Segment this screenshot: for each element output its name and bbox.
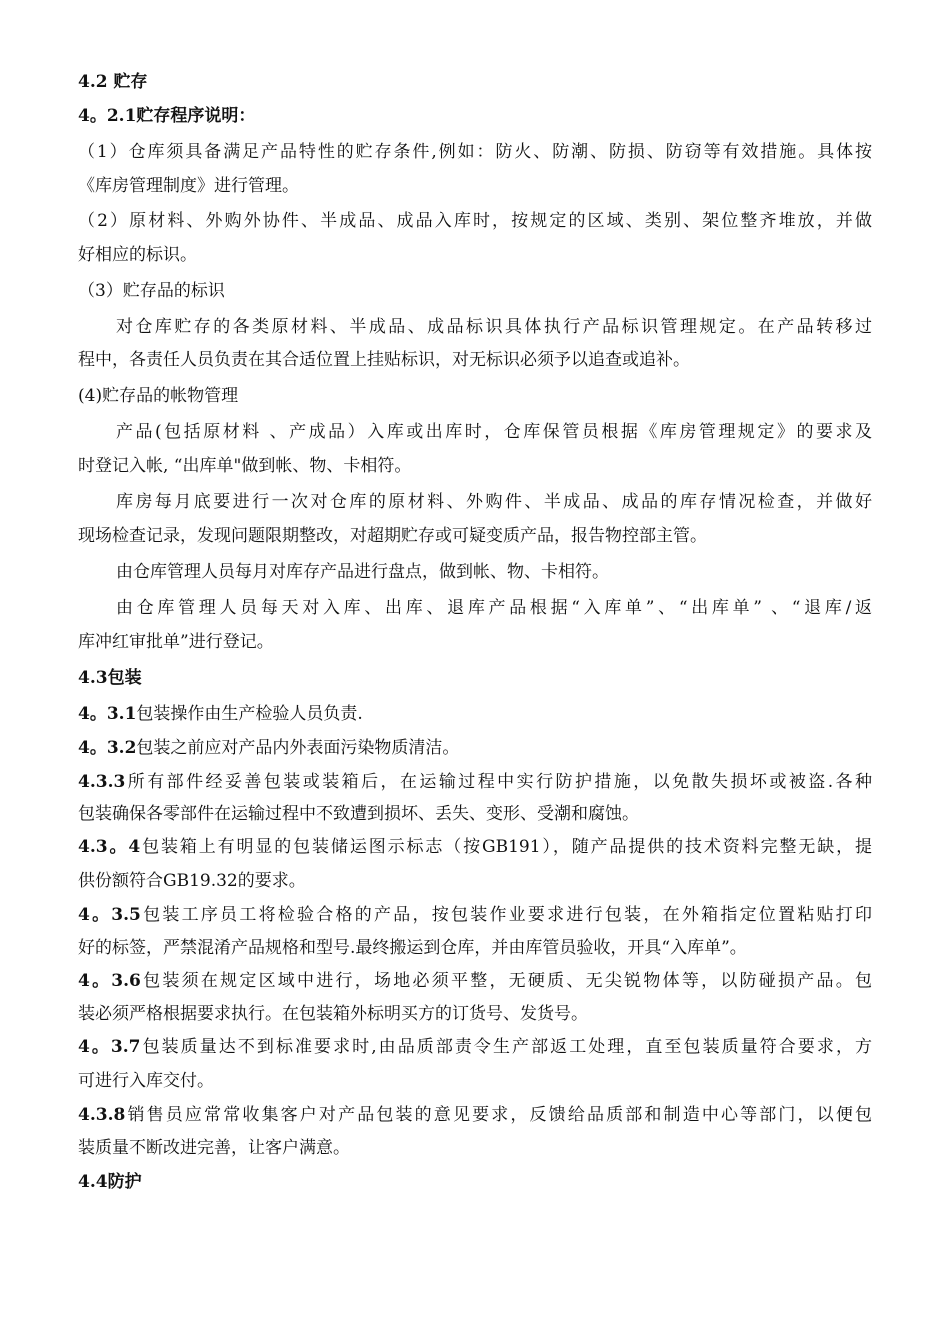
heading-4-2: 4.2 贮存 xyxy=(78,72,148,92)
heading-4-2-1: 4。2.1贮存程序说明： xyxy=(78,106,256,126)
item-text: 销售员应常常收集客户对产品包装的意见要求，反馈给品质部和制造中心等部门，以便包 xyxy=(125,1105,872,1125)
para-2-line-1: （2）原材料、外购外协件、半成品、成品入库时，按规定的区域、类别、架位整齐堆放，并做 xyxy=(78,211,872,231)
item-text: 所有部件经妥善包装或装箱后，在运输过程中实行防护措施，以免散失损坏或被盗.各种 xyxy=(125,772,872,792)
item-4-3-7 xyxy=(78,1037,872,1057)
para-3-line-2: 程中，各责任人员负责在其合适位置上挂贴标识，对无标识必须予以追查或追补。 xyxy=(78,350,690,370)
item-number: 4。3.1 xyxy=(78,704,137,724)
para-5-line-2: 现场检查记录，发现问题限期整改，对超期贮存或可疑变质产品，报告物控部主管。 xyxy=(78,526,707,546)
item-text: 包装之前应对产品内外表面污染物质清洁。 xyxy=(136,738,460,758)
para-2-line-2: 好相应的标识。 xyxy=(78,245,197,265)
heading-4-4: 4.4防护 xyxy=(78,1172,142,1192)
item-number: 4。3.6 xyxy=(78,971,141,991)
item-number: 4.3。4 xyxy=(78,837,141,857)
item-4-3-3 xyxy=(78,772,872,792)
para-3-line-1: 对仓库贮存的各类原材料、半成品、成品标识具体执行产品标识管理规定。在产品转移过 xyxy=(116,317,872,337)
para-7-line-1: 由仓库管理人员每天对入库、出库、退库产品根据“入库单”、“出库单” 、“退库/返 xyxy=(116,598,872,618)
item-4-3-8 xyxy=(78,1105,872,1125)
item-text: 包装箱上有明显的包装储运图示标志（按GB191），随产品提供的技术资料完整无缺，提 xyxy=(140,837,872,857)
item-text: 包装操作由生产检验人员负责. xyxy=(136,704,363,724)
item-4-3-3-line-2: 包装确保各零部件在运输过程中不致遭到损坏、丢失、变形、受潮和腐蚀。 xyxy=(78,804,639,824)
para-4-line-2: 时登记入帐, “出库单"做到帐、物、卡相符。 xyxy=(78,456,412,476)
item-4-3-2 xyxy=(78,738,459,758)
item-text: 包装须在规定区域中进行，场地必须平整，无硬质、无尖锐物体等，以防碰损产品。包 xyxy=(140,971,873,991)
item-number: 4.3.8 xyxy=(78,1105,126,1125)
item-text: 包装工序员工将检验合格的产品，按包装作业要求进行包装，在外箱指定位置粘贴打印 xyxy=(140,905,873,925)
item-text: 包装质量达不到标准要求时,由品质部责令生产部返工处理，直至包装质量符合要求，方 xyxy=(140,1037,872,1057)
item-4-3-5 xyxy=(78,905,872,925)
item-4-3-1 xyxy=(78,704,363,724)
item-number: 4。3.7 xyxy=(78,1037,141,1057)
item-4-3-5-line-2: 好的标签，严禁混淆产品规格和型号.最终搬运到仓库，并由库管员验收，开具“入库单”。 xyxy=(78,938,747,958)
item-4-3-6 xyxy=(78,971,872,991)
item-number: 4.3.3 xyxy=(78,772,126,792)
para-3-title: （3）贮存品的标识 xyxy=(78,281,225,301)
heading-4-3: 4.3包装 xyxy=(78,668,142,688)
para-5-line-1: 库房每月底要进行一次对仓库的原材料、外购件、半成品、成品的库存情况检查，并做好 xyxy=(116,492,872,512)
para-1-line-1: （1）仓库须具备满足产品特性的贮存条件,例如：防火、防潮、防损、防窃等有效措施。具体按 xyxy=(78,142,872,162)
para-7-line-2: 库冲红审批单”进行登记。 xyxy=(78,632,274,652)
item-4-3-6-line-2: 装必须严格根据要求执行。在包装箱外标明买方的订货号、发货号。 xyxy=(78,1004,588,1024)
para-6-line-1: 由仓库管理人员每月对库存产品进行盘点，做到帐、物、卡相符。 xyxy=(116,562,609,582)
item-number: 4。3.2 xyxy=(78,738,137,758)
item-4-3-7-line-2: 可进行入库交付。 xyxy=(78,1071,214,1091)
item-number: 4。3.5 xyxy=(78,905,141,925)
para-4-title: (4)贮存品的帐物管理 xyxy=(78,386,239,406)
item-4-3-4-line-2: 供份额符合GB19.32的要求。 xyxy=(78,871,306,891)
item-4-3-8-line-2: 装质量不断改进完善，让客户满意。 xyxy=(78,1138,350,1158)
para-4-line-1: 产品(包括原材料 、产成品）入库或出库时，仓库保管员根据《库房管理规定》的要求及 xyxy=(116,422,872,442)
item-4-3-4 xyxy=(78,837,872,857)
para-1-line-2: 《库房管理制度》进行管理。 xyxy=(78,176,299,196)
